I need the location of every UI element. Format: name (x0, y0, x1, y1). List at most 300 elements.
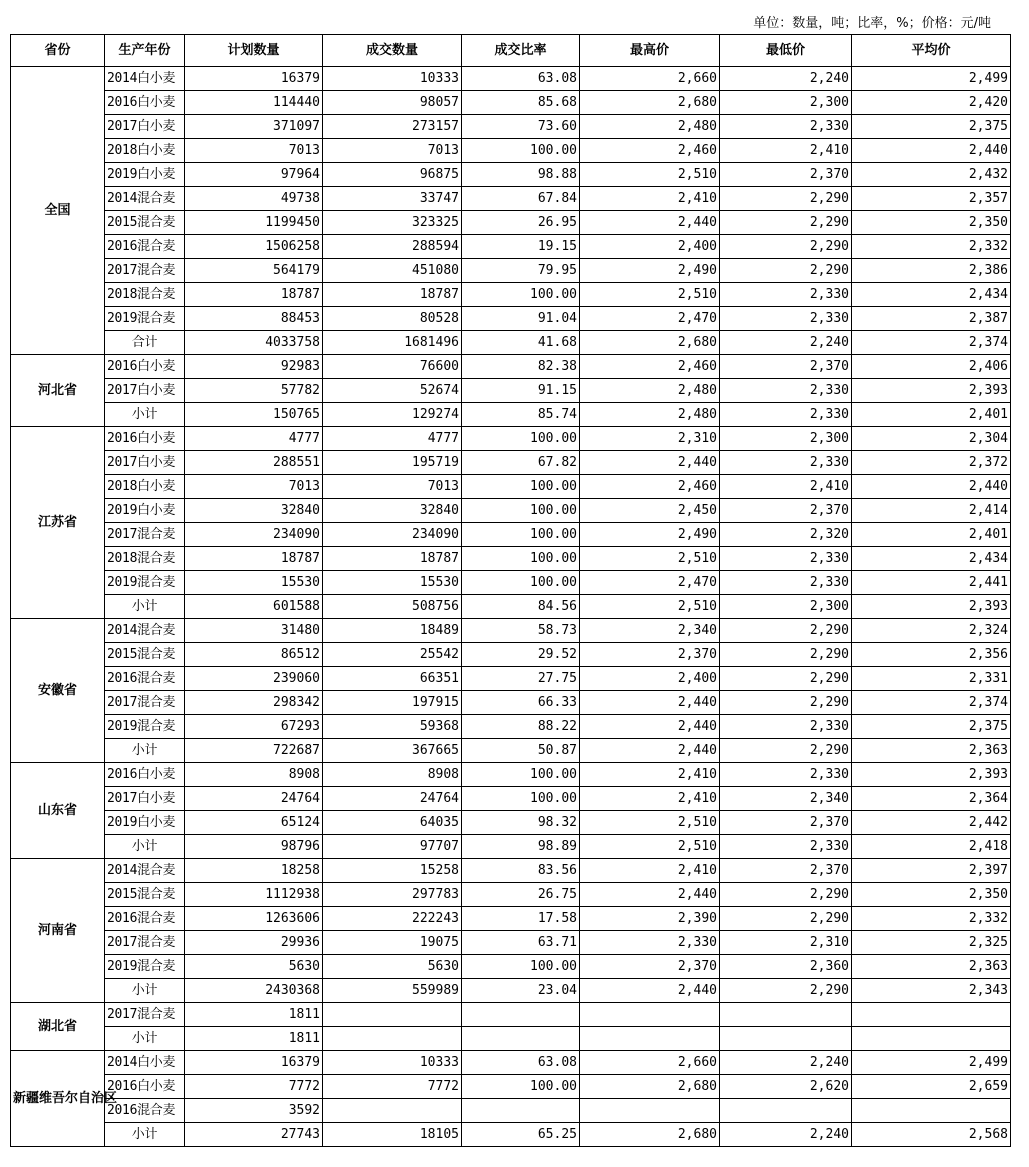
min-price-cell: 2,290 (720, 211, 852, 235)
max-price-cell: 2,490 (580, 523, 720, 547)
table-row (11, 499, 1011, 523)
min-price-cell: 2,340 (720, 787, 852, 811)
max-price-cell: 2,510 (580, 595, 720, 619)
header-max-price: 最高价 (580, 35, 720, 67)
planned-qty-cell: 1811 (185, 1027, 323, 1051)
trade-ratio-cell: 100.00 (462, 763, 580, 787)
planned-qty-cell: 92983 (185, 355, 323, 379)
max-price-cell: 2,330 (580, 931, 720, 955)
min-price-cell: 2,370 (720, 811, 852, 835)
trade-ratio-cell: 100.00 (462, 283, 580, 307)
avg-price-cell: 2,324 (852, 619, 1011, 643)
table-row (11, 307, 1011, 331)
year-cell: 2014混合麦 (105, 859, 185, 883)
year-cell: 2019白小麦 (105, 499, 185, 523)
table-row (11, 331, 1011, 355)
max-price-cell: 2,680 (580, 1075, 720, 1099)
min-price-cell: 2,330 (720, 835, 852, 859)
year-cell: 2018混合麦 (105, 547, 185, 571)
traded-qty-cell: 66351 (323, 667, 462, 691)
avg-price-cell: 2,387 (852, 307, 1011, 331)
year-cell: 2015混合麦 (105, 211, 185, 235)
planned-qty-cell: 1263606 (185, 907, 323, 931)
max-price-cell: 2,480 (580, 379, 720, 403)
table-row (11, 163, 1011, 187)
trade-ratio-cell: 58.73 (462, 619, 580, 643)
trade-ratio-cell: 73.60 (462, 115, 580, 139)
traded-qty-cell (323, 1003, 462, 1027)
min-price-cell: 2,290 (720, 979, 852, 1003)
planned-qty-cell: 722687 (185, 739, 323, 763)
min-price-cell: 2,330 (720, 571, 852, 595)
traded-qty-cell: 367665 (323, 739, 462, 763)
year-cell: 2017混合麦 (105, 523, 185, 547)
avg-price-cell: 2,350 (852, 883, 1011, 907)
header-planned-qty: 计划数量 (185, 35, 323, 67)
avg-price-cell: 2,325 (852, 931, 1011, 955)
trade-ratio-cell: 84.56 (462, 595, 580, 619)
traded-qty-cell: 451080 (323, 259, 462, 283)
table-row (11, 427, 1011, 451)
avg-price-cell: 2,393 (852, 379, 1011, 403)
traded-qty-cell: 323325 (323, 211, 462, 235)
min-price-cell: 2,330 (720, 715, 852, 739)
table-row (11, 787, 1011, 811)
avg-price-cell: 2,393 (852, 763, 1011, 787)
table-row (11, 91, 1011, 115)
max-price-cell: 2,440 (580, 211, 720, 235)
subtotal-label-cell: 小计 (105, 1123, 185, 1147)
table-row (11, 1123, 1011, 1147)
planned-qty-cell: 1112938 (185, 883, 323, 907)
min-price-cell: 2,290 (720, 259, 852, 283)
trade-ratio-cell: 91.15 (462, 379, 580, 403)
table-row (11, 907, 1011, 931)
planned-qty-cell: 239060 (185, 667, 323, 691)
trade-ratio-cell (462, 1027, 580, 1051)
min-price-cell: 2,330 (720, 451, 852, 475)
trade-ratio-cell: 100.00 (462, 1075, 580, 1099)
traded-qty-cell: 8908 (323, 763, 462, 787)
traded-qty-cell: 24764 (323, 787, 462, 811)
max-price-cell (580, 1027, 720, 1051)
table-row (11, 379, 1011, 403)
max-price-cell: 2,410 (580, 187, 720, 211)
trade-ratio-cell: 100.00 (462, 523, 580, 547)
table-row (11, 619, 1011, 643)
planned-qty-cell: 298342 (185, 691, 323, 715)
traded-qty-cell: 15530 (323, 571, 462, 595)
year-cell: 2016白小麦 (105, 91, 185, 115)
max-price-cell: 2,510 (580, 547, 720, 571)
year-cell: 2019混合麦 (105, 715, 185, 739)
planned-qty-cell: 16379 (185, 1051, 323, 1075)
year-cell: 2019白小麦 (105, 163, 185, 187)
max-price-cell: 2,440 (580, 715, 720, 739)
avg-price-cell (852, 1003, 1011, 1027)
min-price-cell: 2,330 (720, 283, 852, 307)
min-price-cell: 2,290 (720, 643, 852, 667)
trade-ratio-cell: 66.33 (462, 691, 580, 715)
traded-qty-cell: 64035 (323, 811, 462, 835)
avg-price-cell: 2,434 (852, 283, 1011, 307)
avg-price-cell: 2,375 (852, 115, 1011, 139)
max-price-cell: 2,660 (580, 1051, 720, 1075)
year-cell: 2018混合麦 (105, 283, 185, 307)
max-price-cell: 2,470 (580, 307, 720, 331)
table-row (11, 667, 1011, 691)
max-price-cell: 2,400 (580, 235, 720, 259)
year-cell: 2014白小麦 (105, 67, 185, 91)
max-price-cell: 2,680 (580, 331, 720, 355)
traded-qty-cell: 10333 (323, 1051, 462, 1075)
avg-price-cell (852, 1027, 1011, 1051)
planned-qty-cell: 8908 (185, 763, 323, 787)
table-row (11, 235, 1011, 259)
year-cell: 2014白小麦 (105, 1051, 185, 1075)
avg-price-cell: 2,420 (852, 91, 1011, 115)
max-price-cell: 2,390 (580, 907, 720, 931)
avg-price-cell (852, 1099, 1011, 1123)
traded-qty-cell: 7772 (323, 1075, 462, 1099)
max-price-cell: 2,440 (580, 883, 720, 907)
table-row (11, 739, 1011, 763)
avg-price-cell: 2,374 (852, 691, 1011, 715)
max-price-cell: 2,450 (580, 499, 720, 523)
traded-qty-cell: 197915 (323, 691, 462, 715)
trade-ratio-cell: 79.95 (462, 259, 580, 283)
max-price-cell: 2,410 (580, 787, 720, 811)
max-price-cell: 2,510 (580, 163, 720, 187)
planned-qty-cell: 2430368 (185, 979, 323, 1003)
planned-qty-cell: 5630 (185, 955, 323, 979)
avg-price-cell: 2,499 (852, 1051, 1011, 1075)
max-price-cell: 2,660 (580, 67, 720, 91)
province-cell: 安徽省 (11, 619, 105, 763)
trade-ratio-cell: 26.95 (462, 211, 580, 235)
trade-ratio-cell: 100.00 (462, 475, 580, 499)
year-cell: 2016混合麦 (105, 1099, 185, 1123)
planned-qty-cell: 24764 (185, 787, 323, 811)
trade-ratio-cell: 41.68 (462, 331, 580, 355)
max-price-cell: 2,470 (580, 571, 720, 595)
planned-qty-cell: 1811 (185, 1003, 323, 1027)
traded-qty-cell: 52674 (323, 379, 462, 403)
trade-ratio-cell: 100.00 (462, 547, 580, 571)
max-price-cell: 2,370 (580, 643, 720, 667)
table-row (11, 259, 1011, 283)
subtotal-label-cell: 小计 (105, 739, 185, 763)
avg-price-cell: 2,440 (852, 475, 1011, 499)
year-cell: 2017混合麦 (105, 691, 185, 715)
traded-qty-cell: 98057 (323, 91, 462, 115)
traded-qty-cell: 18489 (323, 619, 462, 643)
planned-qty-cell: 371097 (185, 115, 323, 139)
traded-qty-cell: 76600 (323, 355, 462, 379)
table-body (11, 67, 1011, 1147)
subtotal-label-cell: 小计 (105, 595, 185, 619)
min-price-cell: 2,370 (720, 859, 852, 883)
max-price-cell: 2,460 (580, 355, 720, 379)
min-price-cell: 2,370 (720, 499, 852, 523)
avg-price-cell: 2,568 (852, 1123, 1011, 1147)
min-price-cell (720, 1027, 852, 1051)
max-price-cell: 2,460 (580, 139, 720, 163)
max-price-cell: 2,510 (580, 811, 720, 835)
max-price-cell (580, 1099, 720, 1123)
header-province: 省份 (11, 35, 105, 67)
planned-qty-cell: 7772 (185, 1075, 323, 1099)
min-price-cell: 2,290 (720, 739, 852, 763)
year-cell: 2017混合麦 (105, 931, 185, 955)
planned-qty-cell: 150765 (185, 403, 323, 427)
trade-ratio-cell: 98.88 (462, 163, 580, 187)
year-cell: 2016混合麦 (105, 907, 185, 931)
table-row (11, 115, 1011, 139)
auction-results-table (10, 34, 1011, 1147)
traded-qty-cell: 7013 (323, 475, 462, 499)
trade-ratio-cell: 23.04 (462, 979, 580, 1003)
min-price-cell: 2,330 (720, 115, 852, 139)
year-cell: 2016白小麦 (105, 355, 185, 379)
subtotal-label-cell: 小计 (105, 835, 185, 859)
trade-ratio-cell: 19.15 (462, 235, 580, 259)
table-row (11, 571, 1011, 595)
avg-price-cell: 2,659 (852, 1075, 1011, 1099)
table-row (11, 1075, 1011, 1099)
planned-qty-cell: 18787 (185, 547, 323, 571)
min-price-cell: 2,290 (720, 187, 852, 211)
year-cell: 2017混合麦 (105, 259, 185, 283)
traded-qty-cell: 129274 (323, 403, 462, 427)
avg-price-cell: 2,374 (852, 331, 1011, 355)
traded-qty-cell: 32840 (323, 499, 462, 523)
year-cell: 2015混合麦 (105, 883, 185, 907)
planned-qty-cell: 18787 (185, 283, 323, 307)
trade-ratio-cell: 27.75 (462, 667, 580, 691)
traded-qty-cell: 7013 (323, 139, 462, 163)
planned-qty-cell: 234090 (185, 523, 323, 547)
min-price-cell: 2,240 (720, 331, 852, 355)
avg-price-cell: 2,440 (852, 139, 1011, 163)
planned-qty-cell: 564179 (185, 259, 323, 283)
avg-price-cell: 2,418 (852, 835, 1011, 859)
planned-qty-cell: 98796 (185, 835, 323, 859)
max-price-cell: 2,370 (580, 955, 720, 979)
province-cell: 山东省 (11, 763, 105, 859)
min-price-cell: 2,330 (720, 763, 852, 787)
min-price-cell: 2,330 (720, 379, 852, 403)
trade-ratio-cell: 17.58 (462, 907, 580, 931)
max-price-cell (580, 1003, 720, 1027)
planned-qty-cell: 29936 (185, 931, 323, 955)
max-price-cell: 2,310 (580, 427, 720, 451)
subtotal-label-cell: 小计 (105, 1027, 185, 1051)
planned-qty-cell: 15530 (185, 571, 323, 595)
planned-qty-cell: 7013 (185, 139, 323, 163)
avg-price-cell: 2,372 (852, 451, 1011, 475)
planned-qty-cell: 4777 (185, 427, 323, 451)
min-price-cell: 2,310 (720, 931, 852, 955)
traded-qty-cell: 18787 (323, 283, 462, 307)
year-cell: 2019白小麦 (105, 811, 185, 835)
min-price-cell: 2,240 (720, 67, 852, 91)
min-price-cell: 2,290 (720, 667, 852, 691)
traded-qty-cell: 297783 (323, 883, 462, 907)
table-row (11, 211, 1011, 235)
table-row (11, 475, 1011, 499)
avg-price-cell: 2,364 (852, 787, 1011, 811)
province-cell: 江苏省 (11, 427, 105, 619)
planned-qty-cell: 67293 (185, 715, 323, 739)
planned-qty-cell: 7013 (185, 475, 323, 499)
avg-price-cell: 2,406 (852, 355, 1011, 379)
table-row (11, 955, 1011, 979)
max-price-cell: 2,440 (580, 739, 720, 763)
trade-ratio-cell: 85.74 (462, 403, 580, 427)
province-cell: 湖北省 (11, 1003, 105, 1051)
table-row (11, 67, 1011, 91)
table-row (11, 1051, 1011, 1075)
trade-ratio-cell: 65.25 (462, 1123, 580, 1147)
trade-ratio-cell: 83.56 (462, 859, 580, 883)
min-price-cell: 2,240 (720, 1051, 852, 1075)
table-row (11, 523, 1011, 547)
avg-price-cell: 2,363 (852, 739, 1011, 763)
traded-qty-cell: 18105 (323, 1123, 462, 1147)
trade-ratio-cell: 67.84 (462, 187, 580, 211)
min-price-cell (720, 1003, 852, 1027)
year-cell: 2017白小麦 (105, 451, 185, 475)
table-row (11, 691, 1011, 715)
year-cell: 2014混合麦 (105, 187, 185, 211)
traded-qty-cell: 559989 (323, 979, 462, 1003)
trade-ratio-cell: 63.08 (462, 1051, 580, 1075)
table-row (11, 811, 1011, 835)
avg-price-cell: 2,350 (852, 211, 1011, 235)
min-price-cell: 2,360 (720, 955, 852, 979)
year-cell: 2016混合麦 (105, 235, 185, 259)
trade-ratio-cell: 100.00 (462, 571, 580, 595)
min-price-cell: 2,330 (720, 547, 852, 571)
table-row (11, 283, 1011, 307)
traded-qty-cell: 25542 (323, 643, 462, 667)
min-price-cell: 2,290 (720, 907, 852, 931)
max-price-cell: 2,410 (580, 859, 720, 883)
year-cell: 2018白小麦 (105, 139, 185, 163)
traded-qty-cell: 273157 (323, 115, 462, 139)
trade-ratio-cell: 100.00 (462, 427, 580, 451)
header-min-price: 最低价 (720, 35, 852, 67)
trade-ratio-cell: 88.22 (462, 715, 580, 739)
planned-qty-cell: 288551 (185, 451, 323, 475)
avg-price-cell: 2,432 (852, 163, 1011, 187)
trade-ratio-cell: 98.89 (462, 835, 580, 859)
avg-price-cell: 2,434 (852, 547, 1011, 571)
trade-ratio-cell: 100.00 (462, 955, 580, 979)
province-cell: 河南省 (11, 859, 105, 1003)
subtotal-label-cell: 小计 (105, 979, 185, 1003)
planned-qty-cell: 18258 (185, 859, 323, 883)
traded-qty-cell: 234090 (323, 523, 462, 547)
trade-ratio-cell: 91.04 (462, 307, 580, 331)
planned-qty-cell: 57782 (185, 379, 323, 403)
planned-qty-cell: 86512 (185, 643, 323, 667)
traded-qty-cell: 33747 (323, 187, 462, 211)
subtotal-label-cell: 小计 (105, 403, 185, 427)
table-row (11, 883, 1011, 907)
avg-price-cell: 2,304 (852, 427, 1011, 451)
traded-qty-cell: 97707 (323, 835, 462, 859)
avg-price-cell: 2,357 (852, 187, 1011, 211)
planned-qty-cell: 32840 (185, 499, 323, 523)
year-cell: 2019混合麦 (105, 955, 185, 979)
trade-ratio-cell: 100.00 (462, 787, 580, 811)
traded-qty-cell: 18787 (323, 547, 462, 571)
max-price-cell: 2,680 (580, 91, 720, 115)
traded-qty-cell: 5630 (323, 955, 462, 979)
trade-ratio-cell: 100.00 (462, 499, 580, 523)
table-row (11, 643, 1011, 667)
table-row (11, 763, 1011, 787)
year-cell: 2018白小麦 (105, 475, 185, 499)
max-price-cell: 2,440 (580, 979, 720, 1003)
min-price-cell: 2,300 (720, 595, 852, 619)
planned-qty-cell: 1506258 (185, 235, 323, 259)
avg-price-cell: 2,332 (852, 235, 1011, 259)
province-cell: 新疆维吾尔自治区 (11, 1051, 105, 1147)
trade-ratio-cell: 63.08 (462, 67, 580, 91)
max-price-cell: 2,680 (580, 1123, 720, 1147)
max-price-cell: 2,510 (580, 283, 720, 307)
max-price-cell: 2,440 (580, 451, 720, 475)
min-price-cell: 2,290 (720, 691, 852, 715)
trade-ratio-cell: 50.87 (462, 739, 580, 763)
max-price-cell: 2,480 (580, 403, 720, 427)
min-price-cell: 2,410 (720, 139, 852, 163)
table-row (11, 715, 1011, 739)
traded-qty-cell (323, 1099, 462, 1123)
header-traded-qty: 成交数量 (323, 35, 462, 67)
table-row (11, 835, 1011, 859)
year-cell: 2017混合麦 (105, 1003, 185, 1027)
max-price-cell: 2,510 (580, 835, 720, 859)
planned-qty-cell: 31480 (185, 619, 323, 643)
max-price-cell: 2,340 (580, 619, 720, 643)
unit-note: 单位：数量，吨；比率，%；价格：元/吨 (753, 16, 991, 31)
traded-qty-cell: 1681496 (323, 331, 462, 355)
avg-price-cell: 2,363 (852, 955, 1011, 979)
trade-ratio-cell: 26.75 (462, 883, 580, 907)
trade-ratio-cell (462, 1099, 580, 1123)
header-trade-ratio: 成交比率 (462, 35, 580, 67)
table-row (11, 931, 1011, 955)
planned-qty-cell: 97964 (185, 163, 323, 187)
table-row (11, 979, 1011, 1003)
year-cell: 2019混合麦 (105, 307, 185, 331)
min-price-cell: 2,320 (720, 523, 852, 547)
planned-qty-cell: 49738 (185, 187, 323, 211)
min-price-cell: 2,240 (720, 1123, 852, 1147)
trade-ratio-cell: 29.52 (462, 643, 580, 667)
max-price-cell: 2,440 (580, 691, 720, 715)
max-price-cell: 2,460 (580, 475, 720, 499)
planned-qty-cell: 114440 (185, 91, 323, 115)
year-cell: 2015混合麦 (105, 643, 185, 667)
planned-qty-cell: 4033758 (185, 331, 323, 355)
table-row (11, 451, 1011, 475)
table-row (11, 355, 1011, 379)
